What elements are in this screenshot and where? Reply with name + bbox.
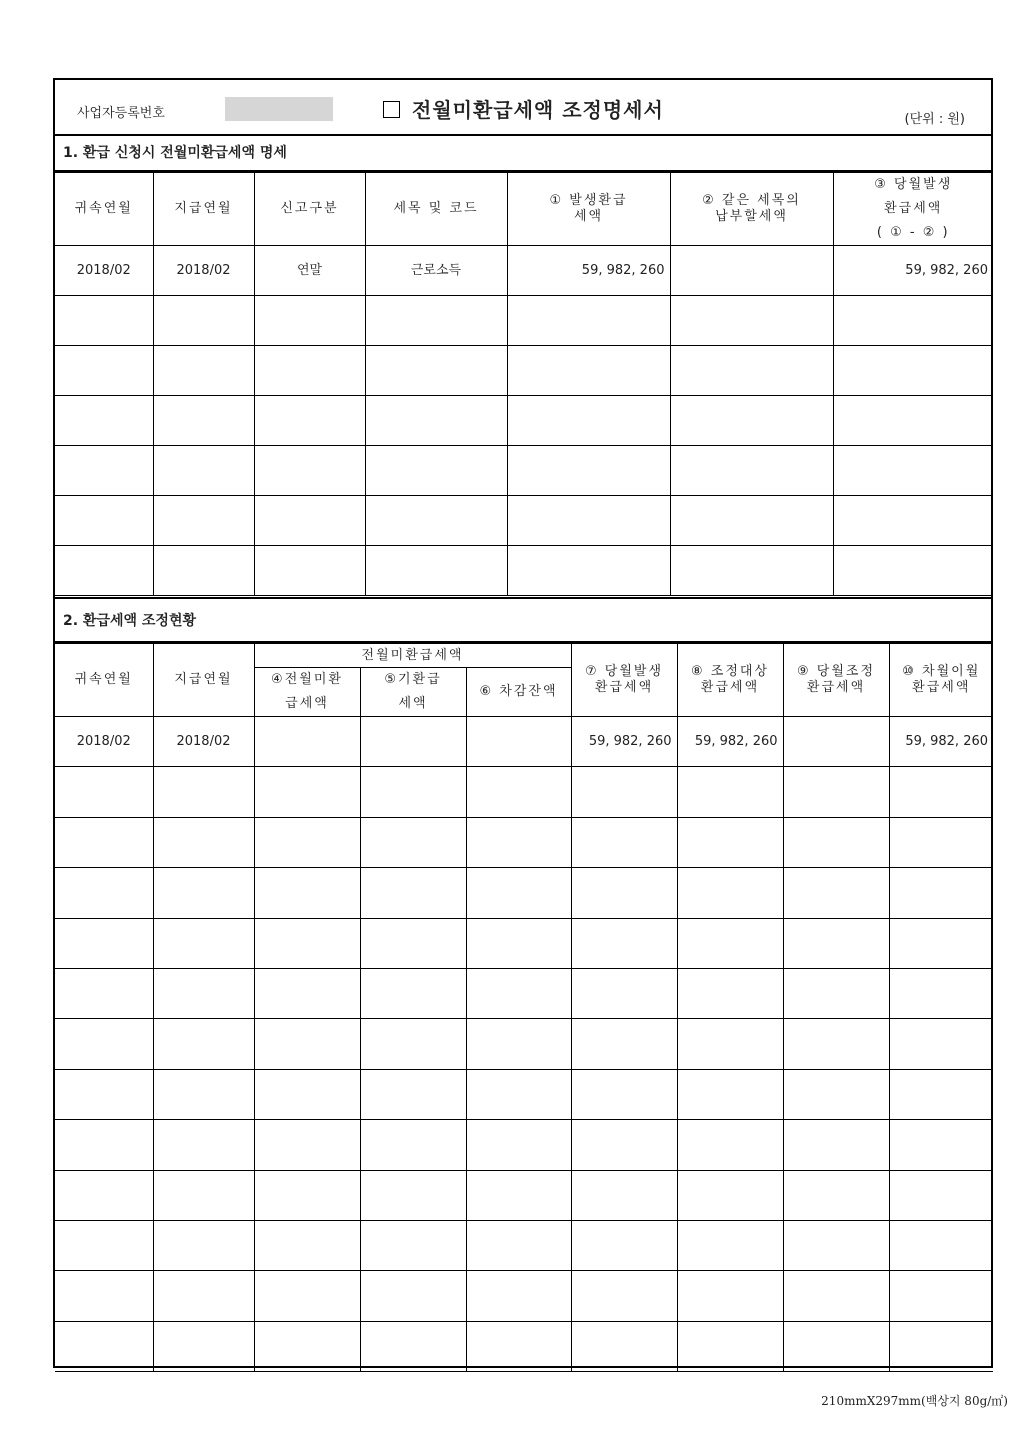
table-cell [254, 918, 360, 968]
table-cell [571, 1069, 677, 1119]
table-cell [677, 1019, 783, 1069]
table-cell [55, 1220, 153, 1270]
col-header-line: 환급세액 [594, 680, 654, 695]
table-cell [55, 1321, 153, 1371]
table-cell [571, 767, 677, 817]
table-cell [254, 1220, 360, 1270]
section1-title: 1. 환급 신청시 전월미환급세액 명세 [55, 136, 991, 172]
table-cell [507, 296, 670, 346]
table-cell [670, 346, 833, 396]
table-cell [677, 767, 783, 817]
section2-title: 2. 환급세액 조정현황 [55, 597, 991, 643]
table-cell [783, 1321, 889, 1371]
col-group-header: 전월미환급세액 [254, 644, 571, 668]
col-header-line: ③ 당월발생 [874, 177, 953, 192]
table-cell [783, 1271, 889, 1321]
table-cell [466, 1321, 571, 1371]
col-header [783, 644, 889, 717]
table-cell [153, 446, 254, 496]
col-header: 세목 및 코드 [365, 173, 507, 246]
table-cell [254, 717, 360, 767]
table-cell [55, 446, 153, 496]
checkbox-icon [383, 101, 400, 118]
table-cell [254, 767, 360, 817]
col-header: 지급연월 [153, 644, 254, 717]
table-cell [507, 396, 670, 446]
table-row [55, 918, 993, 968]
table-cell [153, 1321, 254, 1371]
col-header [889, 644, 993, 717]
table-cell [677, 1170, 783, 1220]
table-cell [677, 1069, 783, 1119]
table-cell [677, 868, 783, 918]
table-row [55, 968, 993, 1018]
table-cell [677, 1321, 783, 1371]
table-cell [466, 767, 571, 817]
table-cell [254, 1321, 360, 1371]
table-cell [466, 918, 571, 968]
table-cell [571, 817, 677, 867]
table-cell [365, 396, 507, 446]
col-header [677, 644, 783, 717]
table-cell [153, 396, 254, 446]
table-cell [677, 1220, 783, 1270]
section2-table [55, 643, 993, 1372]
table-cell [889, 1120, 993, 1170]
table-row [55, 1120, 993, 1170]
table-cell [153, 1019, 254, 1069]
table-cell [889, 918, 993, 968]
table-cell [360, 868, 466, 918]
table-cell [466, 717, 571, 767]
form-title [383, 94, 664, 123]
table-cell [153, 346, 254, 396]
table-cell [466, 968, 571, 1018]
table-cell [571, 1170, 677, 1220]
col-header-line: ⑧ 조정대상 [691, 664, 770, 679]
table-cell: 59, 982, 260 [889, 717, 993, 767]
table-cell [677, 817, 783, 867]
table-cell [670, 246, 833, 296]
table-cell: 59, 982, 260 [507, 246, 670, 296]
table-cell [360, 918, 466, 968]
col-header [833, 173, 993, 246]
table-cell [889, 1170, 993, 1220]
table-cell [254, 346, 365, 396]
table-cell [571, 1120, 677, 1170]
table-row [55, 396, 993, 446]
table-cell [254, 817, 360, 867]
table-cell: 59, 982, 260 [677, 717, 783, 767]
table-cell [153, 767, 254, 817]
table-cell [783, 717, 889, 767]
col-header: 지급연월 [153, 173, 254, 246]
table-cell: 연말 [254, 246, 365, 296]
section1-header-row [55, 173, 993, 246]
table-cell [254, 1120, 360, 1170]
table-cell [507, 496, 670, 546]
col-header-line: ⑤기환급 [384, 672, 442, 687]
col-header: ⑥ 차감잔액 [466, 668, 571, 717]
table-cell [360, 1271, 466, 1321]
table-cell [783, 767, 889, 817]
table-cell: 2018/02 [55, 246, 153, 296]
col-header [254, 668, 360, 717]
bizno-redacted-field [225, 97, 333, 121]
table-cell [677, 968, 783, 1018]
table-cell: 59, 982, 260 [571, 717, 677, 767]
table-cell [55, 868, 153, 918]
form-header [55, 80, 991, 136]
table-cell [153, 968, 254, 1018]
table-cell [833, 446, 993, 496]
table-row [55, 296, 993, 346]
table-row [55, 767, 993, 817]
table-cell [677, 1120, 783, 1170]
table-row [55, 496, 993, 546]
table-cell [254, 496, 365, 546]
table-cell [254, 1271, 360, 1321]
table-cell [254, 868, 360, 918]
table-cell [670, 446, 833, 496]
table-cell [360, 1019, 466, 1069]
col-header: 귀속연월 [55, 173, 153, 246]
table-cell [55, 1120, 153, 1170]
table-cell [889, 1019, 993, 1069]
table-cell [365, 296, 507, 346]
table-row [55, 246, 993, 296]
table-cell [153, 296, 254, 346]
adjustment-form [53, 78, 993, 1368]
col-header [670, 173, 833, 246]
table-row [55, 1019, 993, 1069]
table-cell [889, 817, 993, 867]
table-cell [670, 546, 833, 596]
table-cell [677, 1271, 783, 1321]
table-row [55, 717, 993, 767]
table-cell [55, 918, 153, 968]
table-cell [507, 446, 670, 496]
table-cell [55, 1069, 153, 1119]
table-cell [466, 817, 571, 867]
table-cell [677, 918, 783, 968]
table-cell [55, 546, 153, 596]
col-header-line: ② 같은 세목의 [702, 193, 801, 208]
table-row [55, 868, 993, 918]
table-cell [466, 1069, 571, 1119]
table-cell [55, 496, 153, 546]
table-cell [55, 1271, 153, 1321]
table-cell [55, 817, 153, 867]
col-header [571, 644, 677, 717]
table-cell [466, 1220, 571, 1270]
table-cell [55, 396, 153, 446]
col-header-line: 환급세액 [700, 680, 760, 695]
col-header-line: 환급세액 [806, 680, 866, 695]
table-cell: 59, 982, 260 [833, 246, 993, 296]
table-row [55, 546, 993, 596]
table-cell [889, 1069, 993, 1119]
table-cell [55, 346, 153, 396]
table-cell [254, 296, 365, 346]
table-cell [153, 496, 254, 546]
col-header-line: 세액 [573, 209, 604, 224]
table-cell [571, 1271, 677, 1321]
table-cell [833, 296, 993, 346]
table-cell: 2018/02 [55, 717, 153, 767]
table-cell [466, 868, 571, 918]
table-cell [833, 546, 993, 596]
table-cell [783, 817, 889, 867]
table-cell [153, 1069, 254, 1119]
table-cell [507, 546, 670, 596]
table-cell [153, 1120, 254, 1170]
table-cell [55, 968, 153, 1018]
table-cell [783, 1120, 889, 1170]
table-cell [783, 1069, 889, 1119]
table-cell [670, 496, 833, 546]
col-header [360, 668, 466, 717]
col-header: 귀속연월 [55, 644, 153, 717]
table-cell [466, 1170, 571, 1220]
table-cell [783, 868, 889, 918]
col-header [507, 173, 670, 246]
table-cell [360, 1069, 466, 1119]
table-row [55, 1069, 993, 1119]
table-cell [783, 918, 889, 968]
table-row [55, 1170, 993, 1220]
table-cell [889, 868, 993, 918]
table-cell [360, 1170, 466, 1220]
table-cell [153, 546, 254, 596]
table-cell [889, 968, 993, 1018]
table-cell [360, 817, 466, 867]
section1-table [55, 172, 993, 596]
table-cell [889, 1271, 993, 1321]
table-cell [365, 346, 507, 396]
table-cell [783, 1019, 889, 1069]
table-cell [360, 1220, 466, 1270]
table-cell [833, 496, 993, 546]
table-cell [783, 1220, 889, 1270]
table-cell [670, 296, 833, 346]
form-title-text: 전월미환급세액 조정명세서 [412, 98, 664, 122]
table-cell [571, 868, 677, 918]
table-cell [55, 296, 153, 346]
table-cell [833, 346, 993, 396]
table-cell [571, 968, 677, 1018]
col-header-line: ⑩ 차월이월 [902, 664, 981, 679]
table-cell: 2018/02 [153, 246, 254, 296]
table-cell [55, 767, 153, 817]
table-cell [153, 1271, 254, 1321]
table-cell [783, 1170, 889, 1220]
paper-spec: 210mmX297mm(백상지 80g/㎡) [821, 1394, 1008, 1408]
table-row [55, 1220, 993, 1270]
table-cell [153, 868, 254, 918]
col-header-line: 급세액 [285, 696, 329, 711]
unit-label: (단위 : 원) [904, 112, 965, 127]
table-cell [507, 346, 670, 396]
table-cell [55, 1019, 153, 1069]
col-header-line: 세액 [398, 696, 428, 711]
table-cell [153, 817, 254, 867]
table-cell [365, 446, 507, 496]
section2-header-row [55, 644, 993, 668]
table-cell [571, 1019, 677, 1069]
table-cell [571, 1321, 677, 1371]
table-cell [889, 767, 993, 817]
table-cell [254, 1170, 360, 1220]
table-cell [571, 918, 677, 968]
table-cell [466, 1120, 571, 1170]
table-cell [571, 1220, 677, 1270]
table-row [55, 817, 993, 867]
table-cell [360, 1321, 466, 1371]
table-cell: 근로소득 [365, 246, 507, 296]
table-cell [360, 717, 466, 767]
col-header-line: ④전월미환 [271, 672, 343, 687]
table-cell [153, 918, 254, 968]
col-header-line: ( ① - ② ) [876, 225, 950, 240]
table-cell [360, 767, 466, 817]
table-cell [889, 1321, 993, 1371]
table-cell [670, 396, 833, 446]
table-cell: 2018/02 [153, 717, 254, 767]
table-cell [365, 496, 507, 546]
col-header-line: 환급세액 [884, 201, 943, 216]
col-header-line: 환급세액 [912, 680, 971, 695]
table-cell [254, 446, 365, 496]
col-header-line: ⑨ 당월조정 [797, 664, 876, 679]
table-cell [254, 1019, 360, 1069]
table-row [55, 1321, 993, 1371]
table-cell [889, 1220, 993, 1270]
table-row [55, 446, 993, 496]
col-header-line: 납부할세액 [715, 209, 788, 224]
table-row [55, 346, 993, 396]
table-cell [360, 968, 466, 1018]
col-header: 신고구분 [254, 173, 365, 246]
table-cell [833, 396, 993, 446]
table-row [55, 1271, 993, 1321]
col-header-line: ⑦ 당월발생 [585, 664, 664, 679]
bizno-label: 사업자등록번호 [77, 106, 165, 121]
table-cell [254, 1069, 360, 1119]
table-cell [466, 1271, 571, 1321]
table-cell [153, 1170, 254, 1220]
table-cell [466, 1019, 571, 1069]
table-cell [55, 1170, 153, 1220]
table-cell [783, 968, 889, 1018]
table-cell [254, 546, 365, 596]
table-cell [153, 1220, 254, 1270]
table-cell [365, 546, 507, 596]
col-header-line: ① 발생환급 [549, 193, 628, 208]
table-cell [254, 396, 365, 446]
table-cell [360, 1120, 466, 1170]
table-cell [254, 968, 360, 1018]
